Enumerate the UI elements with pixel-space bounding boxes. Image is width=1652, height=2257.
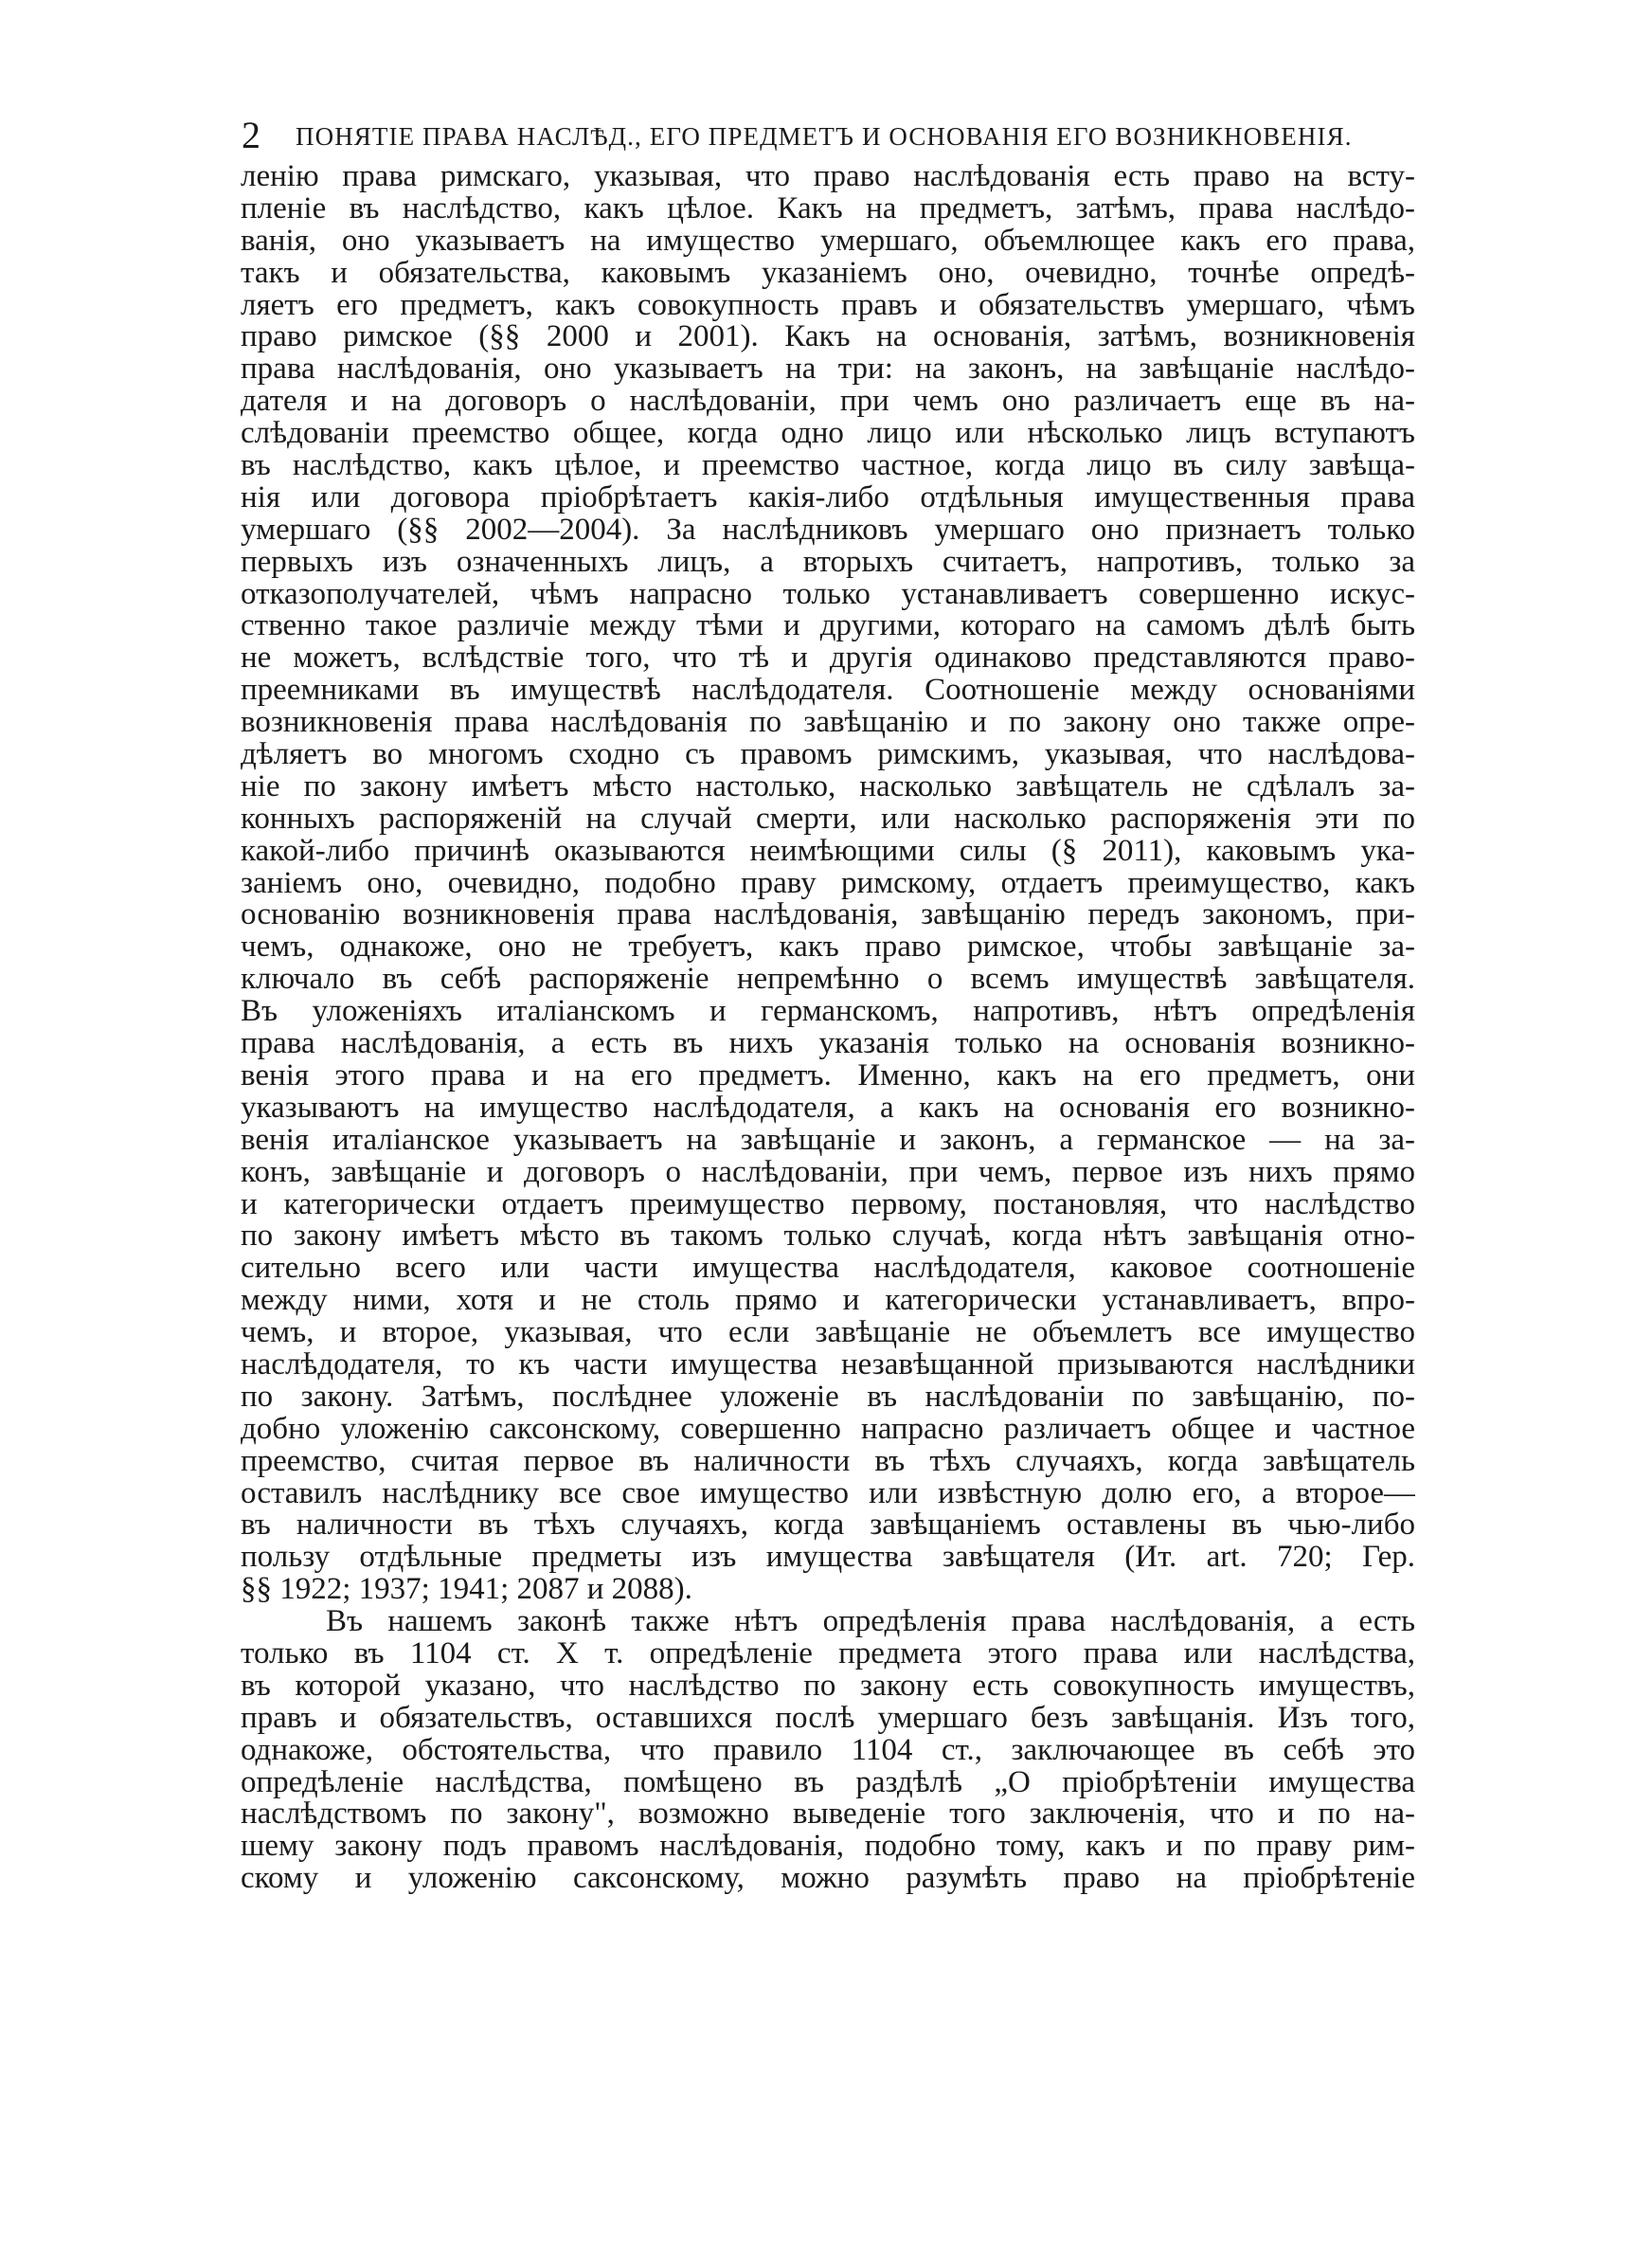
text-line: по закону имѣетъ мѣсто въ такомъ только случаѣ, когда нѣтъ завѣщанія отно- (241, 1220, 1415, 1254)
text-line: возникновенія права наслѣдованія по завѣщанію и по закону оно также опре- (241, 707, 1415, 740)
text-line: въ которой указано, что наслѣдство по закону есть совокупность имуществъ, (241, 1670, 1415, 1703)
text-line: правъ и обязательствъ, оставшихся послѣ умершаго безъ завѣщанія. Изъ того, (241, 1702, 1415, 1735)
text-line: не можетъ, вслѣдствіе того, что тѣ и другія одинаково представляются право- (241, 642, 1415, 676)
text-line: ніе по закону имѣетъ мѣсто настолько, насколько завѣщатель не сдѣлалъ за- (241, 770, 1415, 803)
text-line: ленію права римскаго, указывая, что право наслѣдованія есть право на всту- (241, 161, 1415, 193)
text-line: указываютъ на имущество наслѣдодателя, а какъ на основанія его возникно- (241, 1092, 1415, 1125)
text-line: ственно такое различіе между тѣми и другими, котораго на самомъ дѣлѣ быть (241, 610, 1415, 643)
text-line: преемниками въ имуществѣ наслѣдодателя. Соотношеніе между основаніями (241, 675, 1415, 708)
page-number: 2 (242, 114, 260, 156)
text-line: венія этого права и на его предметъ. Именно, какъ на его предметъ, они (241, 1059, 1415, 1092)
text-line: шему закону подъ правомъ наслѣдованія, подобно тому, какъ и по праву рим- (241, 1831, 1415, 1864)
text-line: сительно всего или части имущества наслѣдодателя, каковое соотношеніе (241, 1253, 1415, 1286)
text-line: §§ 1922; 1937; 1941; 2087 и 2088). (241, 1574, 692, 1607)
text-line: умершаго (§§ 2002—2004). За наслѣдниковъ умершаго оно признаетъ только (241, 514, 1415, 547)
text-line: и категорически отдаетъ преимущество первому, постановляя, что наслѣдство (241, 1188, 1415, 1221)
text-line: въ наличности въ тѣхъ случаяхъ, когда завѣщаніемъ оставлены въ чью-либо (241, 1509, 1415, 1543)
text-line: наслѣдодателя, то къ части имущества незавѣщанной призываются наслѣдники (241, 1348, 1415, 1381)
text-line: пленіе въ наслѣдство, какъ цѣлое. Какъ на предметъ, затѣмъ, права наслѣдо- (241, 192, 1415, 226)
text-line: только въ 1104 ст. X т. опредѣленіе предмета этого права или наслѣдства, (241, 1637, 1415, 1670)
text-line: наслѣдствомъ по закону", возможно выведеніе того заключенія, что и по на- (241, 1798, 1415, 1832)
text-line: чемъ, однакоже, оно не требуетъ, какъ право римское, чтобы завѣщаніе за- (241, 931, 1415, 965)
text-line: право римское (§§ 2000 и 2001). Какъ на основанія, затѣмъ, возникновенія (241, 321, 1415, 354)
text-line: Въ уложеніяхъ италіанскомъ и германскомъ, напротивъ, нѣтъ опредѣленія (241, 996, 1415, 1029)
running-head (242, 112, 1407, 159)
text-line: ванія, оно указываетъ на имущество умершаго, объемлющее какъ его права, (241, 225, 1415, 258)
text-line: какой-либо причинѣ оказываются неимѣющими силы (§ 2011), каковымъ ука- (241, 835, 1415, 868)
text-line: опредѣленіе наслѣдства, помѣщено въ раздѣлѣ „О пріобрѣтеніи имущества (241, 1766, 1415, 1799)
text-line: скому и уложенію саксонскому, можно разумѣть право на пріобрѣтеніе (241, 1863, 1415, 1896)
text-line: между ними, хотя и не столь прямо и категорически устанавливаетъ, впро- (241, 1285, 1415, 1318)
text-line: дѣляетъ во многомъ сходно съ правомъ римскимъ, указывая, что наслѣдова- (241, 739, 1415, 771)
text-line: однакоже, обстоятельства, что правило 1104 ст., заключающее въ себѣ это (241, 1734, 1415, 1767)
text-line: по закону. Затѣмъ, послѣднее уложеніе въ наслѣдованіи по завѣщанію, по- (241, 1381, 1415, 1414)
text-line: пользу отдѣльные предметы изъ имущества завѣщателя (Ит. art. 720; Гер. (241, 1542, 1415, 1575)
text-line: слѣдованіи преемство общее, когда одно лицо или нѣсколько лицъ вступаютъ (241, 418, 1415, 451)
text-line: венія италіанское указываетъ на завѣщаніе и законъ, а германское — на за- (241, 1124, 1415, 1157)
text-line: дателя и на договоръ о наслѣдованіи, при чемъ оно различаетъ еще въ на- (241, 386, 1415, 419)
text-line: Въ нашемъ законѣ также нѣтъ опредѣленія права наслѣдованія, а есть (326, 1606, 1415, 1638)
text-line: отказополучателей, чѣмъ напрасно только устанавливаетъ совершенно искус- (241, 578, 1415, 611)
text-line: преемство, считая первое въ наличности въ тѣхъ случаяхъ, когда завѣщатель (241, 1445, 1415, 1478)
text-line: такъ и обязательства, каковымъ указаніемъ оно, очевидно, точнѣе опредѣ- (241, 257, 1415, 290)
text-line: права наслѣдованія, оно указываетъ на три: на законъ, на завѣщаніе наслѣдо- (241, 353, 1415, 387)
text-line: заніемъ оно, очевидно, подобно праву римскому, отдаетъ преимущество, какъ (241, 867, 1415, 900)
text-line: основанію возникновенія права наслѣдованія, завѣщанію передъ закономъ, при- (241, 899, 1415, 932)
text-line: ляетъ его предметъ, какъ совокупность правъ и обязательствъ умершаго, чѣмъ (241, 289, 1415, 322)
text-line: нія или договора пріобрѣтаетъ какія-либо отдѣльныя имущественныя права (241, 481, 1415, 515)
running-title: ПОНЯТІЕ ПРАВА НАСЛѢД., ЕГО ПРЕДМЕТЪ И ОСНОВАНІЯ ЕГО ВОЗНИКНОВЕНІЯ. (296, 122, 1353, 151)
text-line: добно уложенію саксонскому, совершенно напрасно различаетъ общее и частное (241, 1413, 1415, 1446)
text-line: конныхъ распоряженій на случай смерти, или насколько распоряженія эти по (241, 803, 1415, 836)
text-line: въ наслѣдство, какъ цѣлое, и преемство частное, когда лицо въ силу завѣща- (241, 450, 1415, 482)
body-text (241, 161, 1415, 1895)
text-line: первыхъ изъ означенныхъ лицъ, а вторыхъ считаетъ, напротивъ, только за (241, 546, 1415, 579)
text-line: оставилъ наслѣднику все свое имущество или извѣстную долю его, а второе— (241, 1477, 1415, 1510)
text-line: чемъ, и второе, указывая, что если завѣщаніе не объемлетъ все имущество (241, 1317, 1415, 1349)
text-line: ключало въ себѣ распоряженіе непремѣнно о всемъ имуществѣ завѣщателя. (241, 964, 1415, 997)
text-line: права наслѣдованія, а есть въ нихъ указанія только на основанія возникно- (241, 1028, 1415, 1060)
text-line: конъ, завѣщаніе и договоръ о наслѣдованіи, при чемъ, первое изъ нихъ прямо (241, 1156, 1415, 1189)
